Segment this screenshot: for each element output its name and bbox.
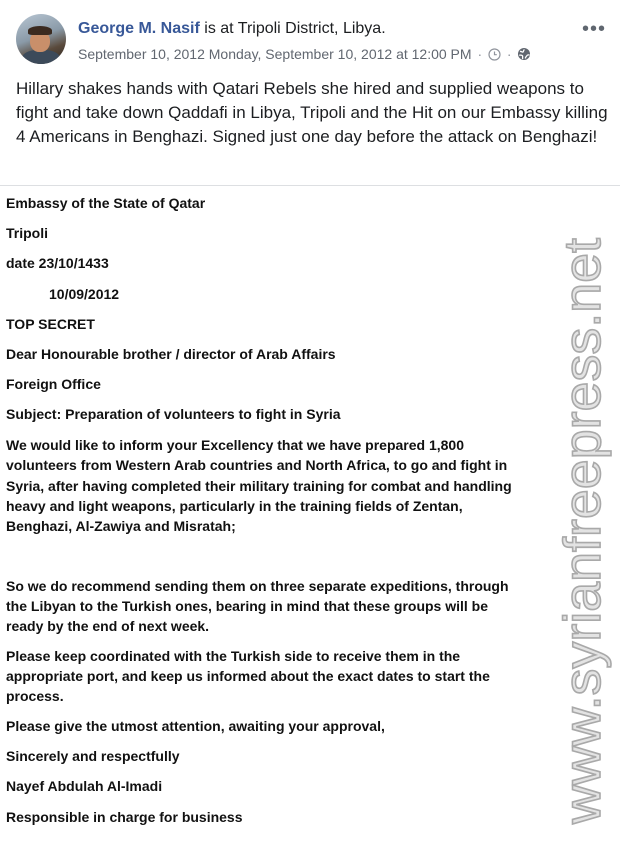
doc-header-embassy: Embassy of the State of Qatar — [6, 195, 206, 211]
avatar-hair — [28, 26, 52, 35]
doc-para1-line1: We would like to inform your Excellency that we have prepared 1,800 — [6, 437, 465, 453]
watermark-text: www.syrianfreepress.net — [554, 257, 612, 824]
more-options-icon[interactable]: ••• — [581, 18, 606, 40]
doc-classification: TOP SECRET — [6, 316, 95, 332]
doc-subject: Subject: Preparation of volunteers to fight in Syria — [6, 406, 341, 422]
post-text: Hillary shakes hands with Qatari Rebels she hired and supplied weapons to fight and take down Qaddafi in Libya, Tripoli and the Hit on our Embassy killing 4 Americans in Benghazi. Signed just one day before the attack on Benghazi! — [16, 79, 608, 146]
doc-para1-line3: Syria, after having completed their military training for combat and handling — [6, 478, 512, 494]
author-line — [78, 20, 386, 38]
post-header — [0, 0, 620, 68]
meta-separator-2: · — [506, 46, 512, 62]
globe-icon[interactable] — [517, 47, 531, 64]
doc-para2-line2: the Libyan to the Turkish ones, bearing in mind that these groups will be — [6, 598, 489, 614]
post-meta — [78, 46, 531, 64]
avatar[interactable] — [16, 14, 66, 64]
doc-signer-title: Responsible in charge for business — [6, 809, 243, 825]
doc-closing: Sincerely and respectfully — [6, 748, 180, 764]
doc-para3-line2: appropriate port, and keep us informed about the exact dates to start the — [6, 668, 490, 684]
doc-salutation: Dear Honourable brother / director of Arab Affairs — [6, 346, 336, 362]
author-name-link[interactable]: George M. Nasif — [78, 20, 200, 37]
doc-para2-line1: So we do recommend sending them on three separate expeditions, through — [6, 578, 509, 594]
author-action-text: is at Tripoli District, Libya. — [199, 20, 386, 37]
doc-para3-line3: process. — [6, 688, 64, 704]
doc-para4: Please give the utmost attention, awaiting your approval, — [6, 718, 385, 734]
doc-para1-line4: heavy and light weapons, particularly in the training fields of Zentan, — [6, 498, 463, 514]
doc-date-gregorian: 10/09/2012 — [49, 286, 120, 302]
watermark — [548, 232, 618, 828]
clock-icon — [488, 48, 501, 64]
doc-header-city: Tripoli — [6, 225, 48, 241]
meta-separator: · — [477, 46, 483, 62]
doc-date-hijri: date 23/10/1433 — [6, 255, 109, 271]
doc-para3-line1: Please keep coordinated with the Turkish side to receive them in the — [6, 648, 461, 664]
avatar-body — [22, 50, 60, 64]
post-timestamp[interactable]: September 10, 2012 Monday, September 10, 2012 at 12:00 PM — [78, 46, 472, 62]
doc-para1-line5: Benghazi, Al-Zawiya and Misratah; — [6, 518, 236, 534]
doc-para2-line3: ready by the end of next week. — [6, 618, 210, 634]
doc-para1-line2: volunteers from Western Arab countries and North Africa, to go and fight in — [6, 457, 508, 473]
doc-office: Foreign Office — [6, 376, 101, 392]
doc-signer-name: Nayef Abdulah Al-Imadi — [6, 778, 163, 794]
document-image — [0, 185, 620, 851]
